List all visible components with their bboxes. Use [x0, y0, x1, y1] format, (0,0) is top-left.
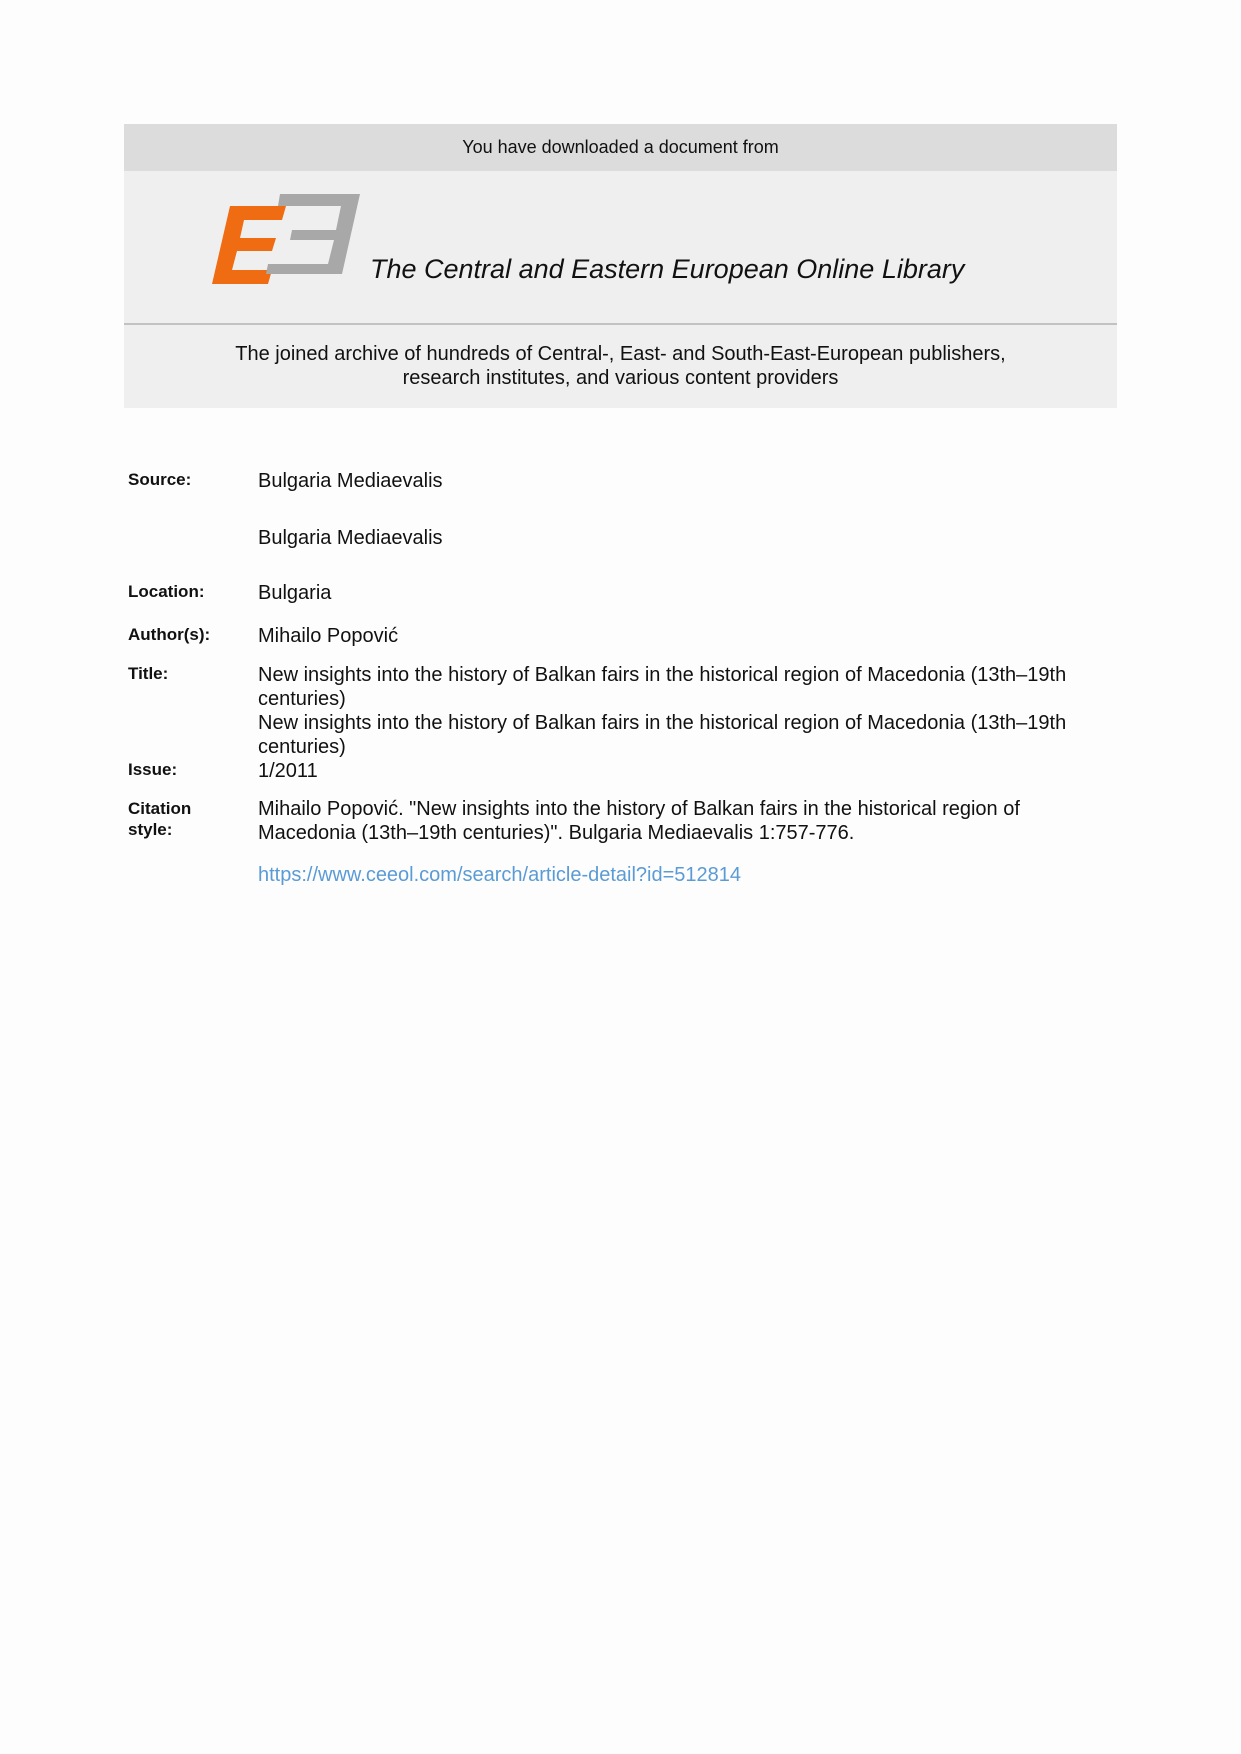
title-value	[258, 663, 1116, 759]
source-value-secondary: Bulgaria Mediaevalis	[258, 527, 443, 549]
title-line-2: centuries)	[258, 688, 346, 710]
download-notice	[124, 124, 1117, 171]
ceeol-logo-icon	[210, 194, 360, 296]
tagline	[124, 342, 1117, 390]
authors-value: Mihailo Popović	[258, 625, 399, 647]
citation-line-1: Mihailo Popović. "New insights into the history of Balkan fairs in the historical region of	[258, 798, 1020, 820]
citation-label	[128, 798, 191, 840]
title-line-4: centuries)	[258, 736, 346, 758]
title-label: Title:	[128, 664, 169, 683]
source-value: Bulgaria Mediaevalis	[258, 470, 443, 492]
location-value: Bulgaria	[258, 582, 332, 604]
citation-label-line-2: style:	[128, 820, 173, 839]
download-notice-text: You have downloaded a document from	[462, 137, 779, 157]
source-label: Source:	[128, 470, 192, 489]
library-name: The Central and Eastern European Online Library	[370, 254, 965, 284]
citation-value	[258, 797, 1116, 845]
issue-label: Issue:	[128, 760, 178, 779]
ceeol-banner	[124, 124, 1117, 408]
tagline-line-2: research institutes, and various content providers	[402, 367, 839, 389]
citation-line-2: Macedonia (13th–19th centuries)". Bulgaria Mediaevalis 1:757-776.	[258, 822, 855, 844]
title-line-1: New insights into the history of Balkan fairs in the historical region of Macedonia (13th–19th	[258, 664, 1067, 686]
authors-label: Author(s):	[128, 625, 211, 644]
title-line-3: New insights into the history of Balkan fairs in the historical region of Macedonia (13th–19th	[258, 712, 1067, 734]
citation-label-line-1: Citation	[128, 799, 192, 818]
banner-divider	[124, 323, 1117, 325]
article-link[interactable]: https://www.ceeol.com/search/article-detail?id=512814	[258, 864, 742, 886]
location-label: Location:	[128, 582, 205, 601]
tagline-line-1: The joined archive of hundreds of Central-, East- and South-East-European publishers,	[235, 343, 1006, 365]
issue-value: 1/2011	[258, 760, 318, 782]
